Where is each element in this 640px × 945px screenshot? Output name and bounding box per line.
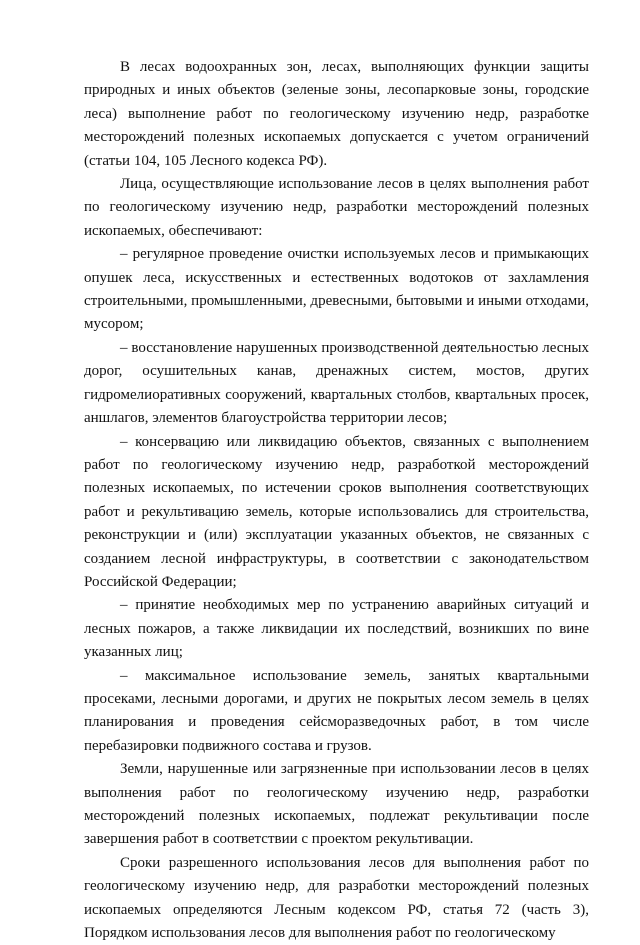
paragraph-forest-users-obligations: Лица, осуществляющие использование лесов в целях выполнения работ по геологическому изучению недр, разработки месторождений полезных ископаемых, обеспечивают: — [84, 176, 589, 239]
list-item-regular-cleaning: – регулярное проведение очистки используемых лесов и примыкающих опушек леса, искусственных и естественных водотоков от захламления строительными, промышленными, древесными, бытовыми и иными отходами, мусором; — [84, 246, 589, 333]
paragraph-land-recultivation: Земли, нарушенные или загрязненные при использовании лесов в целях выполнения работ по геологическому изучению недр, разработки месторождений полезных ископаемых, подлежат рекультивации после завершения работ в соответствии с проектом рекультивации. — [84, 761, 589, 848]
list-item-conservation-liquidation: – консервацию или ликвидацию объектов, связанных с выполнением работ по геологическому изучению недр, разработкой месторождений полезных ископаемых, по истечении сроков выполнения соответствующих работ и рекультивацию земель, которые использовались для строительства, реконструкции и (или) эксплуатации указанных объектов, не связанных с созданием лесной инфраструктуры, в соответствии с законодательством Российской Федерации; — [84, 433, 589, 590]
list-item-restoration: – восстановление нарушенных производственной деятельностью лесных дорог, осушительных канав, дренажных систем, мостов, других гидромелиоративных сооружений, квартальных столбов, квартальных просек, аншлагов, элементов благоустройства территории лесов; — [84, 339, 589, 427]
paragraph-water-protection-zones: В лесах водоохранных зон, лесах, выполняющих функции защиты природных и иных объектов (зеленые зоны, лесопарковые зоны, городские леса) выполнение работ по геологическому изучению недр, разработке месторождений полезных ископаемых допускается с учетом ограничений (статьи 104, 105 Лесного кодекса РФ). — [84, 59, 589, 169]
list-item-maximum-land-use: – максимальное использование земель, занятых квартальными просеками, лесными дорогами, и других не покрытых лесом земель в целях планирования и проведения сейсморазведочных работ, в том числе перебазировки подвижного состава и грузов. — [84, 667, 589, 754]
document-page — [84, 56, 589, 945]
list-item-emergency-measures: – принятие необходимых мер по устранению аварийных ситуаций и лесных пожаров, а также ликвидации их последствий, возникших по вине указанных лиц; — [84, 597, 589, 661]
paragraph-usage-terms: Сроки разрешенного использования лесов для выполнения работ по геологическому изучению недр, для разработки месторождений полезных ископаемых определяются Лесным кодексом РФ, статья 72 (часть 3), Порядком использования лесов для выполнения работ по геологическому — [84, 854, 589, 942]
